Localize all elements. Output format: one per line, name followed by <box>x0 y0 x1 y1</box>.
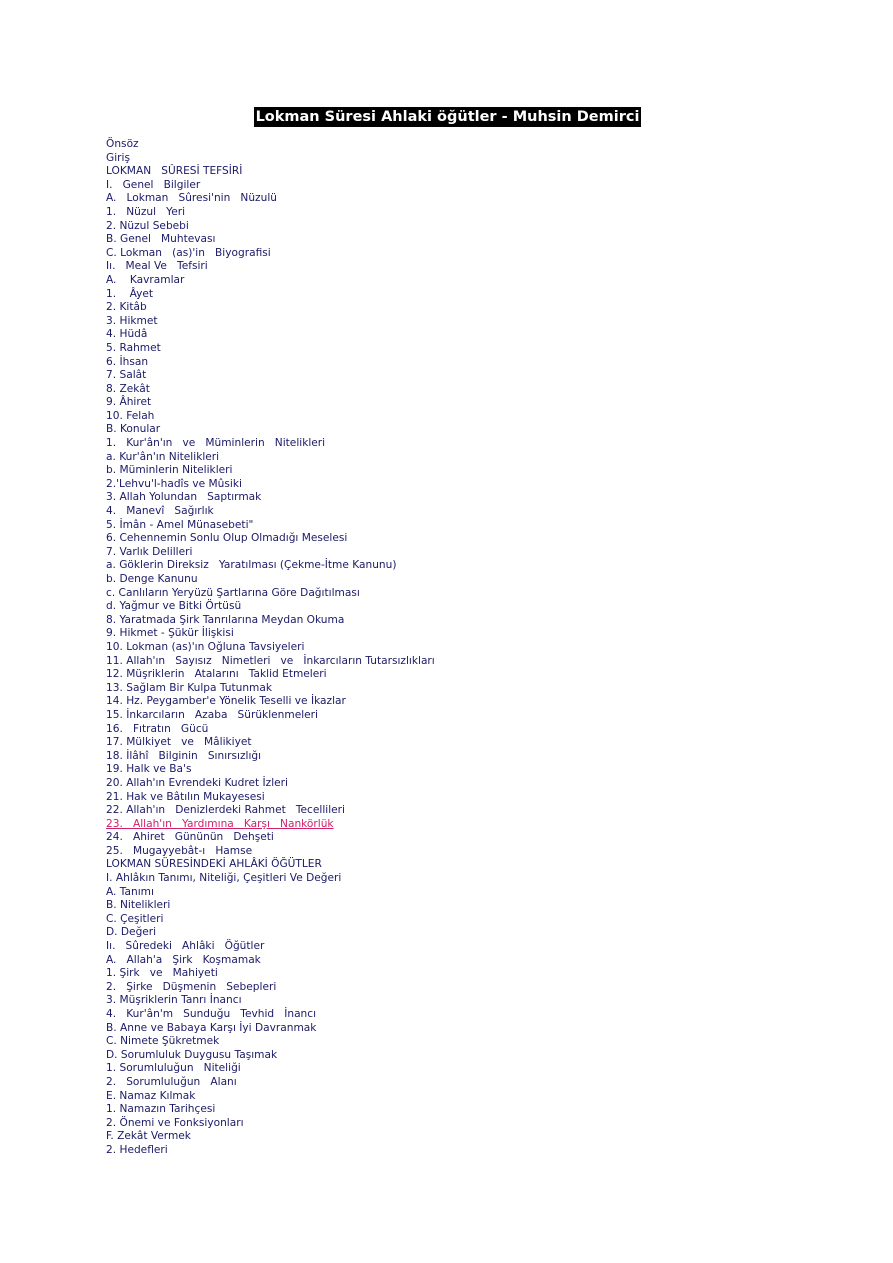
toc-item[interactable]: d. Yağmur ve Bitki Örtüsü <box>106 600 242 613</box>
toc-item[interactable]: F. Zekât Vermek <box>106 1130 191 1143</box>
toc-item[interactable]: 19. Halk ve Ba's <box>106 763 192 776</box>
toc-item[interactable]: 9. Âhiret <box>106 396 152 409</box>
toc-item[interactable]: a. Kur'ân'ın Nitelikleri <box>106 450 220 463</box>
toc-item[interactable]: 2. Şirke Düşmenin Sebepleri <box>106 980 277 993</box>
toc-item[interactable]: a. Göklerin Direksiz Yaratılması (Çekme-İtme Kanunu) <box>106 559 397 572</box>
toc-item[interactable]: 11. Allah'ın Sayısız Nimetleri ve İnkarcıların Tutarsızlıkları <box>106 654 435 667</box>
toc-item[interactable]: 2. Sorumluluğun Alanı <box>106 1075 237 1088</box>
toc-item[interactable]: A. Kavramlar <box>106 273 185 286</box>
toc-item[interactable]: LOKMAN SÛRESİ TEFSİRİ <box>106 165 243 178</box>
toc-item[interactable]: 10. Lokman (as)'ın Oğluna Tavsiyeleri <box>106 640 305 653</box>
toc-item[interactable]: 8. Zekât <box>106 382 150 395</box>
toc-item[interactable]: 1. Nüzul Yeri <box>106 205 186 218</box>
toc-item[interactable]: B. Genel Muhtevası <box>106 233 216 246</box>
toc-item[interactable]: 6. İhsan <box>106 355 149 368</box>
toc-item[interactable]: 6. Cehennemin Sonlu Olup Olmadığı Meselesi <box>106 532 348 545</box>
toc-item[interactable]: 4. Kur'ân'm Sunduğu Tevhid İnancı <box>106 1008 317 1020</box>
toc-item[interactable]: 4. Hüdâ <box>106 328 148 341</box>
toc-item[interactable]: 1. Namazın Tarihçesi <box>106 1103 216 1116</box>
toc-item[interactable]: 5. İmân - Amel Münasebeti" <box>106 518 254 531</box>
toc-item[interactable]: 22. Allah'ın Denizlerdeki Rahmet Tecellileri <box>106 804 345 817</box>
toc-item[interactable]: D. Sorumluluk Duygusu Taşımak <box>106 1048 278 1061</box>
toc-item[interactable]: B. Nitelikleri <box>106 899 171 912</box>
toc-item[interactable]: A. Tanımı <box>106 885 154 898</box>
toc-item[interactable]: 2. Kitâb <box>106 301 147 314</box>
toc-item[interactable]: Giriş <box>106 151 130 164</box>
toc-item[interactable]: D. Değeri <box>106 926 157 939</box>
toc-item[interactable]: C. Lokman (as)'in Biyografisi <box>106 246 271 259</box>
toc-item[interactable]: 10. Felah <box>106 409 155 422</box>
toc-item[interactable]: 7. Salât <box>106 369 147 382</box>
toc-item[interactable]: Iı. Meal Ve Tefsiri <box>106 260 208 273</box>
toc-item[interactable]: Önsöz <box>106 138 139 150</box>
toc-item[interactable]: c. Canlıların Yeryüzü Şartlarına Göre Dağıtılması <box>106 586 360 599</box>
toc-item[interactable]: 7. Varlık Delilleri <box>106 545 193 558</box>
toc-item[interactable]: E. Namaz Kılmak <box>106 1089 196 1102</box>
toc-item[interactable]: 2. Hedefleri <box>106 1143 168 1156</box>
toc-item[interactable]: A. Allah'a Şirk Koşmamak <box>106 953 261 966</box>
toc-item[interactable]: 20. Allah'ın Evrendeki Kudret İzleri <box>106 776 288 789</box>
toc-item[interactable]: C. Nimete Şükretmek <box>106 1035 220 1048</box>
toc-item[interactable]: 1. Sorumluluğun Niteliği <box>106 1062 241 1075</box>
toc-item[interactable]: 8. Yaratmada Şirk Tanrılarına Meydan Okuma <box>106 613 345 626</box>
toc-item[interactable]: b. Denge Kanunu <box>106 573 198 585</box>
toc-item[interactable]: 2. Önemi ve Fonksiyonları <box>106 1116 244 1129</box>
toc-item[interactable]: I. Ahlâkın Tanımı, Niteliği, Çeşitleri Ve Değeri <box>106 872 342 885</box>
toc-item[interactable]: 17. Mülkiyet ve Mâlikiyet <box>106 736 252 749</box>
toc-item[interactable]: 23. Allah'ın Yardımına Karşı Nankörlük <box>106 817 334 830</box>
toc-item[interactable]: C. Çeşitleri <box>106 912 164 925</box>
title-container <box>0 106 893 127</box>
toc-item[interactable]: 21. Hak ve Bâtılın Mukayesesi <box>106 790 265 803</box>
toc-item[interactable]: 3. Hikmet <box>106 314 158 327</box>
toc-item[interactable]: I. Genel Bilgiler <box>106 178 201 191</box>
toc-item[interactable]: 13. Sağlam Bir Kulpa Tutunmak <box>106 681 272 694</box>
document-title: Lokman Süresi Ahlaki öğütler - Muhsin Demirci <box>255 109 640 125</box>
toc-item[interactable]: 2.'Lehvu'l-hadîs ve Mûsiki <box>106 477 242 490</box>
toc-item[interactable]: A. Lokman Sûresi'nin Nüzulü <box>106 192 277 205</box>
toc-item[interactable]: 9. Hikmet - Şükür İlişkisi <box>106 627 234 640</box>
toc-item[interactable]: b. Müminlerin Nitelikleri <box>106 464 233 477</box>
toc-item[interactable]: 2. Nüzul Sebebi <box>106 219 189 232</box>
toc-item[interactable]: 16. Fıtratın Gücü <box>106 722 209 735</box>
toc-item[interactable]: 24. Ahiret Gününün Dehşeti <box>106 831 274 844</box>
toc-item[interactable]: 1. Şirk ve Mahiyeti <box>106 967 218 980</box>
toc-item[interactable]: 5. Rahmet <box>106 341 161 354</box>
table-of-contents <box>106 138 435 1158</box>
toc-item[interactable]: B. Konular <box>106 423 161 436</box>
toc-item[interactable]: 15. İnkarcıların Azaba Sürüklenmeleri <box>106 708 318 721</box>
toc-item[interactable]: B. Anne ve Babaya Karşı İyi Davranmak <box>106 1021 317 1034</box>
toc-item[interactable]: LOKMAN SÜRESİNDEKİ AHLÂKİ ÖĞÜTLER <box>106 858 322 871</box>
toc-item[interactable]: 3. Allah Yolundan Saptırmak <box>106 491 262 504</box>
toc-item[interactable]: 14. Hz. Peygamber'e Yönelik Teselli ve İkazlar <box>106 695 346 708</box>
toc-item[interactable]: 1. Kur'ân'ın ve Müminlerin Nitelikleri <box>106 437 326 450</box>
toc-item[interactable]: 4. Manevî Sağırlık <box>106 505 214 518</box>
toc-item[interactable]: 1. Âyet <box>106 287 154 300</box>
toc-item[interactable]: 12. Müşriklerin Atalarını Taklid Etmeleri <box>106 668 327 681</box>
toc-item[interactable]: 3. Müşriklerin Tanrı İnancı <box>106 994 242 1007</box>
toc-item[interactable]: 25. Mugayyebât-ı Hamse <box>106 844 253 857</box>
toc-item[interactable]: Iı. Sûredeki Ahlâki Öğütler <box>106 940 265 953</box>
toc-item[interactable]: 18. İlâhî Bilginin Sınırsızlığı <box>106 749 262 762</box>
